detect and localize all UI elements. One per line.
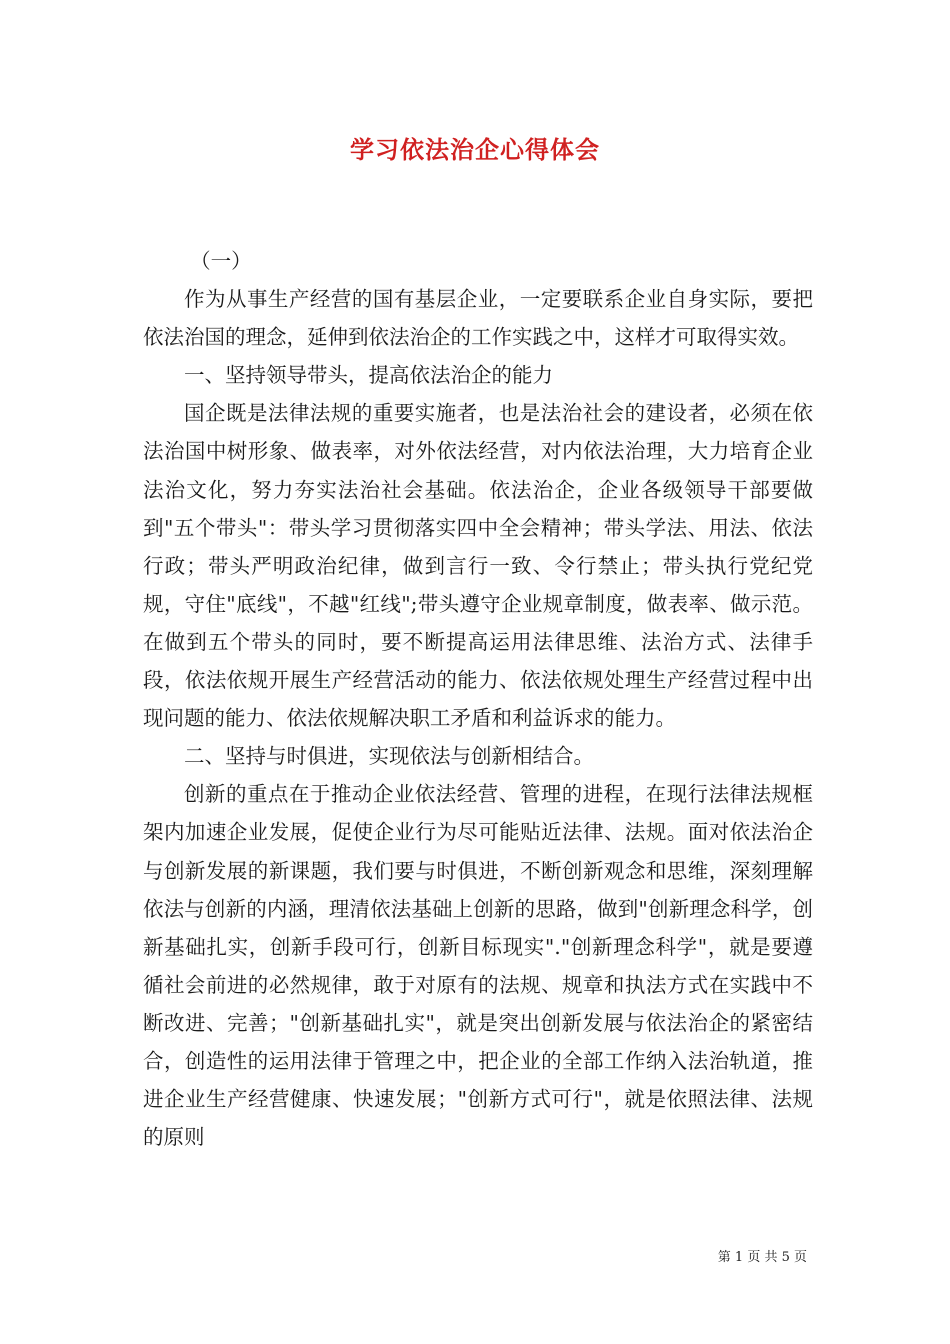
section-heading-2: 二、坚持与时俱进，实现依法与创新相结合。 — [184, 744, 594, 769]
section-number: （一） — [190, 249, 252, 273]
document-body — [143, 242, 813, 1156]
section-heading-1: 一、坚持领导带头，提高依法治企的能力 — [184, 363, 553, 388]
paragraph-section-2: 创新的重点在于推动企业依法经营、管理的进程，在现行法律法规框架内加速企业发展，促使企业行为尽可能贴近法律、法规。面对依法治企与创新发展的新课题，我们要与时俱进，不断创新观念和思维，深刻理解依法与创新的内涵，理清依法基础上创新的思路，做到"创新理念科学，创新基础扎实，创新手段可行，创新目标现实"."创新理念科学"，就是要遵循社会前进的必然规律，敢于对原有的法规、规章和执法方式在实践中不断改进、完善；"创新基础扎实"，就是突出创新发展与依法治企的紧密结合，创造性的运用法律于管理之中，把企业的全部工作纳入法治轨道，推进企业生产经营健康、快速发展；"创新方式可行"，就是依照法律、法规的原则 — [143, 782, 813, 1150]
paragraph-intro: 作为从事生产经营的国有基层企业，一定要联系企业自身实际，要把依法治国的理念，延伸到依法治企的工作实践之中，这样才可取得实效。 — [143, 287, 813, 350]
paragraph-section-1: 国企既是法律法规的重要实施者，也是法治社会的建设者，必须在依法治国中树形象、做表率，对外依法经营，对内依法治理，大力培育企业法治文化，努力夯实法治社会基础。依法治企，企业各级领导干部要做到"五个带头"：带头学习贯彻落实四中全会精神；带头学法、用法、依法行政；带头严明政治纪律，做到言行一致、令行禁止；带头执行党纪党规，守住"底线"，不越"红线";带头遵守企业规章制度，做表率、做示范。在做到五个带头的同时，要不断提高运用法律思维、法治方式、法律手段，依法依规开展生产经营活动的能力、依法依规处理生产经营过程中出现问题的能力、依法依规解决职工矛盾和利益诉求的能力。 — [143, 401, 813, 731]
page-number: 第 1 页 共 5 页 — [717, 1250, 807, 1265]
document-title: 学习依法治企心得体会 — [350, 135, 600, 164]
